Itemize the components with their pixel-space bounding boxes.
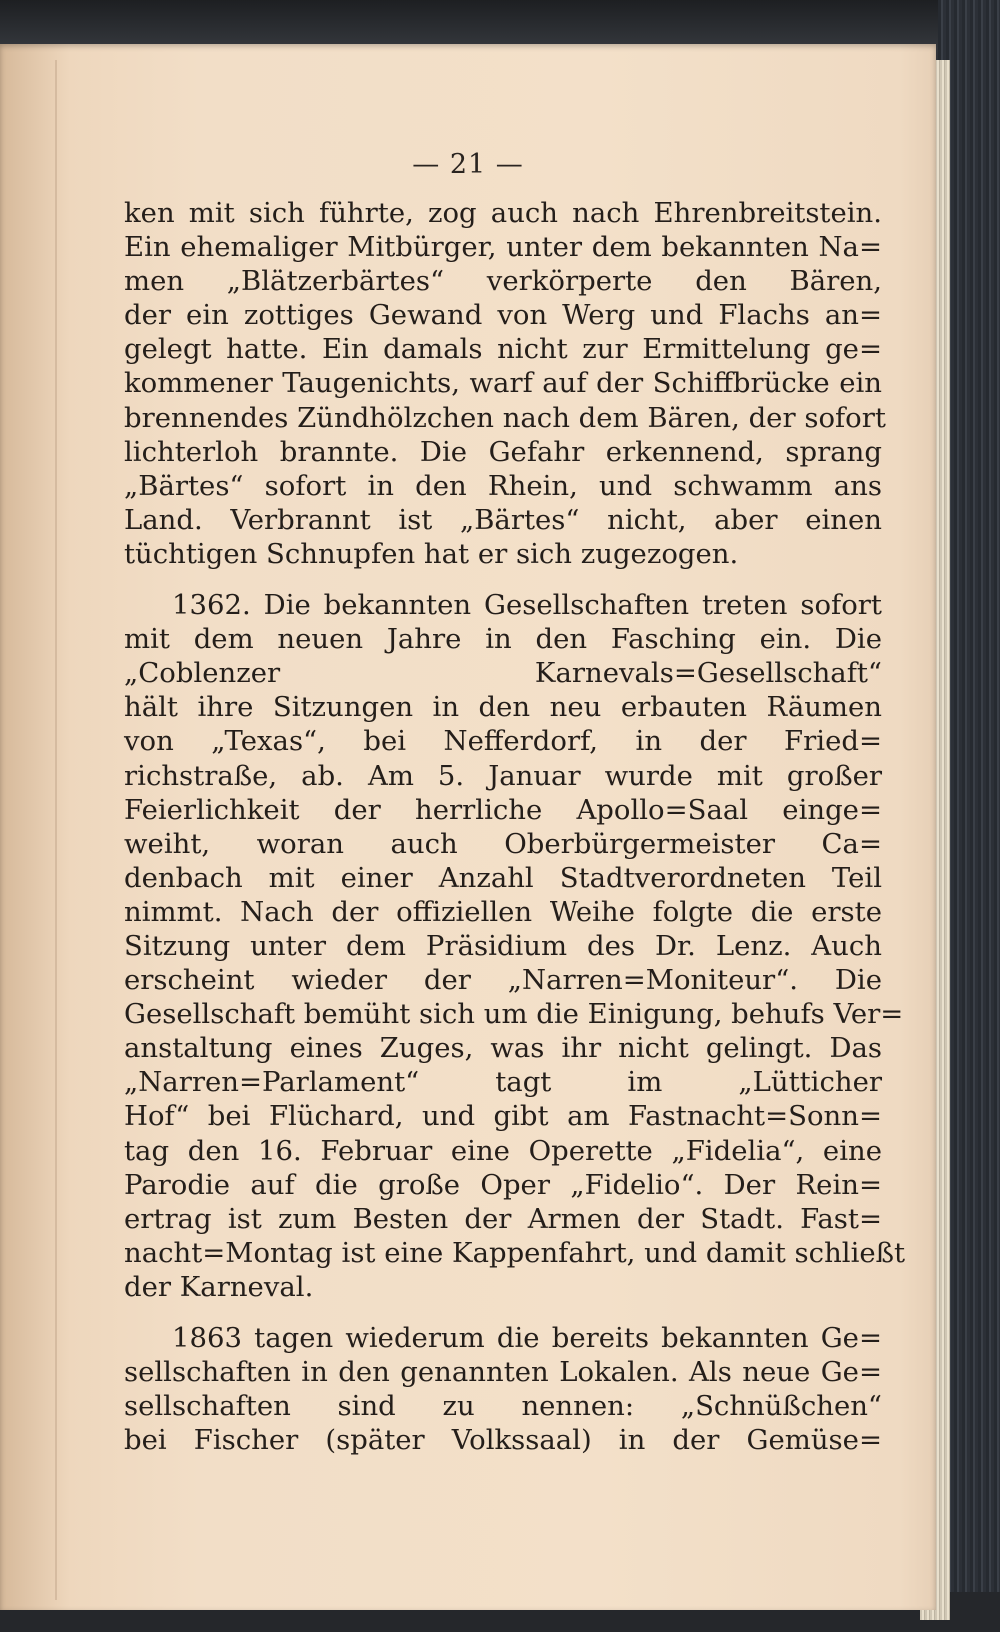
text-line: hält ihre Sitzungen in den neu erbauten Räumen — [124, 691, 882, 724]
text-line: Sitzung unter dem Präsidium des Dr. Lenz. Auch — [124, 929, 882, 962]
text-line: anstaltung eines Zuges, was ihr nicht gelingt. Das — [124, 1032, 882, 1065]
text-line: tüchtigen Schnupfen hat er sich zugezogen. — [124, 537, 739, 570]
text-line: brennendes Zündhölzchen nach dem Bären, der sofort — [124, 401, 886, 434]
text-line: 1362. Die bekannten Gesellschaften treten sofort — [172, 589, 882, 622]
text-line: weiht, woran auch Oberbürgermeister Ca= — [124, 827, 882, 860]
text-line: nacht=Montag ist eine Kappenfahrt, und damit schließt — [124, 1236, 906, 1269]
text-line: richstraße, ab. Am 5. Januar wurde mit großer — [124, 759, 882, 792]
text-line: nimmt. Nach der offiziellen Weihe folgte die erste — [124, 895, 882, 928]
text-line: tag den 16. Februar eine Operette „Fidelia“, eine — [124, 1134, 882, 1167]
text-line: von „Texas“, bei Nefferdorf, in der Fried= — [124, 725, 882, 758]
text-line: erscheint wieder der „Narren=Moniteur“. Die — [124, 964, 882, 997]
text-line: 1863 tagen wiederum die bereits bekannten Ge= — [172, 1322, 882, 1354]
text-line: Feierlichkeit der herrliche Apollo=Saal einge= — [124, 793, 882, 826]
text-line: Parodie auf die große Oper „Fidelio“. Der Rein= — [124, 1168, 882, 1201]
text-line: „Narren=Parlament“ tagt im „Lütticher — [124, 1066, 882, 1099]
text-line: Hof“ bei Flüchard, und gibt am Fastnacht=Sonn= — [124, 1100, 882, 1133]
paragraph-3 — [124, 1321, 882, 1457]
page-number: — 21 — — [412, 149, 524, 180]
text-line: mit dem neuen Jahre in den Fasching ein. Die — [124, 623, 882, 656]
text-line: Gesellschaft bemüht sich um die Einigung, behufs Ver= — [124, 998, 904, 1031]
text-line: ken mit sich führte, zog auch nach Ehrenbreitstein. — [124, 197, 882, 229]
text-line: sellschaften in den genannten Lokalen. Als neue Ge= — [124, 1356, 882, 1389]
text-line: der Karneval. — [124, 1270, 314, 1303]
text-line: men „Blätzerbärtes“ verkörperte den Bären, — [124, 265, 882, 298]
paragraph-1 — [124, 196, 886, 571]
text-line: der ein zottiges Gewand von Werg und Flachs an= — [124, 299, 882, 332]
text-line: ertrag ist zum Besten der Armen der Stadt. Fast= — [124, 1202, 882, 1235]
text-line: „Coblenzer Karnevals=Gesellschaft“ — [124, 657, 882, 690]
text-line: Ein ehemaliger Mitbürger, unter dem bekannten Na= — [124, 231, 882, 264]
text-line: lichterloh brannte. Die Gefahr erkennend, sprang — [124, 435, 882, 468]
text-line: sellschaften sind zu nennen: „Schnüßchen“ — [124, 1390, 882, 1423]
text-line: „Bärtes“ sofort in den Rhein, und schwamm ans — [124, 469, 882, 502]
page-text — [124, 196, 906, 1457]
text-line: denbach mit einer Anzahl Stadtverordneten Teil — [124, 861, 882, 894]
text-line: gelegt hatte. Ein damals nicht zur Ermittelung ge= — [124, 333, 882, 366]
text-line: bei Fischer (später Volkssaal) in der Gemüse= — [124, 1424, 882, 1457]
text-line: Land. Verbrannt ist „Bärtes“ nicht, aber einen — [124, 503, 882, 536]
book-page — [0, 44, 936, 1610]
text-line: kommener Taugenichts, warf auf der Schiffbrücke ein — [124, 367, 882, 400]
paragraph-2 — [124, 588, 906, 1304]
